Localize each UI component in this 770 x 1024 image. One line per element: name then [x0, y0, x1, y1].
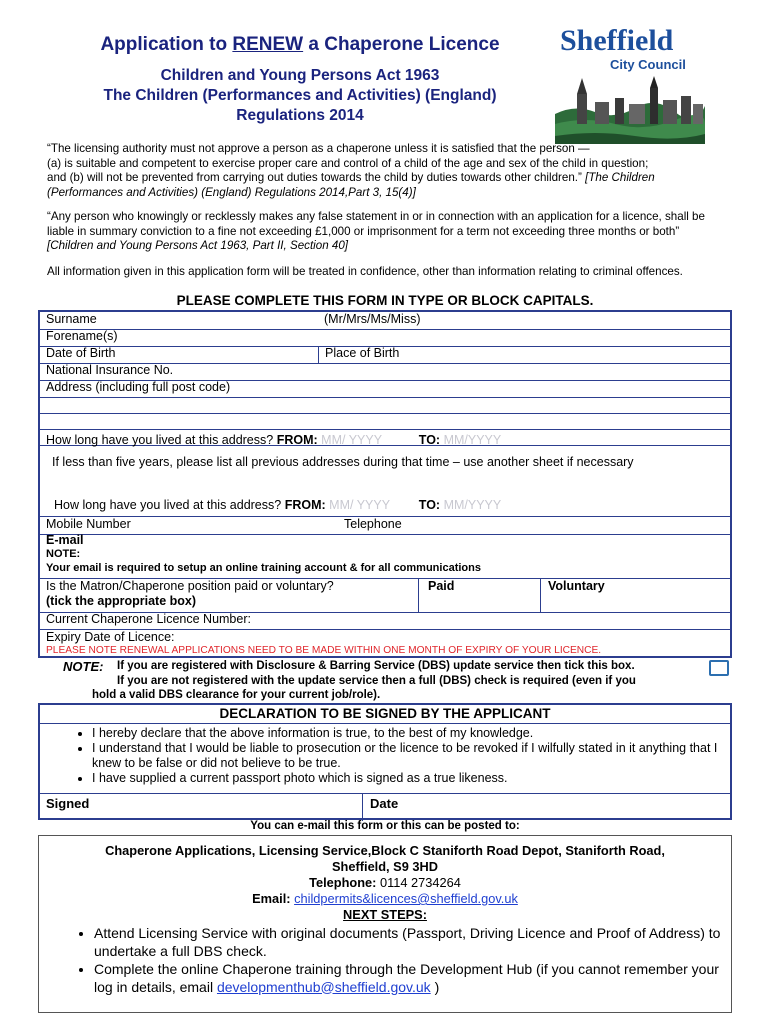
email-note: Your email is required to setup an online training account & for all communications [46, 562, 481, 574]
forenames-row[interactable] [40, 329, 730, 347]
paid-voluntary-row [40, 578, 730, 613]
address-label-row[interactable] [40, 380, 730, 398]
to-date-field-2[interactable]: MM/YYYY [443, 498, 502, 512]
declaration-item-2: • I understand that I would be liable to prosecution or the licence to be revoked if I wilfully stated in it anything that I knew to be false or did not believe to be true. [92, 741, 730, 771]
declaration-item-1: • I hereby declare that the above information is true, to the best of my knowledge. [92, 726, 730, 741]
from-label-2: FROM: [284, 498, 326, 512]
quote-1-a: (a) is suitable and competent to exercise proper care and control of a child of the age and sex of the child in question; [47, 156, 649, 170]
intro-quote-1 [47, 142, 727, 200]
city-skyline-illustration [555, 74, 705, 144]
surname-row[interactable] [40, 312, 730, 330]
to-label: TO: [418, 433, 441, 447]
email-note-label: NOTE: [46, 548, 81, 560]
address-line-1[interactable] [40, 397, 730, 414]
to-label-2: TO: [418, 498, 441, 512]
contact-address-2: Sheffield, S9 3HD [332, 859, 438, 874]
previous-address-note[interactable] [40, 452, 730, 500]
ni-row[interactable] [40, 363, 730, 381]
from-date-field-2[interactable]: MM/ YYYY [329, 498, 390, 512]
previous-address-instruction: If less than five years, please list all previous addresses during that time – use another sheet if necessary [52, 455, 634, 469]
sheffield-city-council-logo [555, 24, 705, 138]
paid-question-instruction: (tick the appropriate box) [46, 594, 197, 608]
telephone-label: Telephone [344, 517, 402, 531]
dbs-line-1: If you are registered with Disclosure & Barring Service (DBS) update service then tick this box. [117, 660, 635, 672]
forenames-label: Forename(s) [46, 329, 118, 343]
residence-duration-label: How long have you lived at this address? [46, 433, 274, 447]
residence-duration-row-2[interactable] [40, 498, 730, 515]
mobile-label: Mobile Number [46, 517, 131, 531]
act-references [55, 66, 545, 126]
email-row[interactable] [40, 533, 730, 579]
dbs-line-2: If you are not registered with the update service then a full (DBS) check is required (even if you [117, 675, 636, 687]
declaration-statements [40, 726, 730, 786]
surname-label: Surname [46, 312, 97, 326]
contact-box [38, 835, 732, 1013]
quote-1-b: and (b) will not be prevented from carrying out duties towards the child by duties towards other children.” [The Children (Performances and Activities) (England) Regulations 2014,Part 3, 15(4)] [47, 171, 655, 199]
quote-2-reference: [Children and Young Persons Act 1963, Part II, Section 40] [47, 239, 348, 252]
intro-quote-2: “Any person who knowingly or recklessly makes any false statement in or in connection with an application for a licence, shall be liable in summary conviction to a fine not exceeding £1,000 or imprisonment for a term not exceeding three months or both” [Children and Young Persons Act 1963, Part II, Section 40] [47, 210, 705, 252]
paid-question: Is the Matron/Chaperone position paid or voluntary? [46, 579, 334, 593]
renewal-warning: PLEASE NOTE RENEWAL APPLICATIONS NEED TO BE MADE WITHIN ONE MONTH OF EXPIRY OF YOUR LICENCE. [46, 645, 602, 656]
paid-option[interactable]: Paid [428, 579, 455, 593]
development-hub-email-link[interactable]: developmenthub@sheffield.gov.uk [216, 978, 431, 995]
act-line-2: The Children (Performances and Activities) (England) [103, 87, 497, 104]
logo-text-city-council: City Council [610, 57, 686, 72]
expiry-label: Expiry Date of Licence: [46, 630, 175, 644]
title-options: (Mr/Mrs/Ms/Miss) [324, 312, 421, 326]
licence-number-label: Current Chaperone Licence Number: [46, 612, 251, 626]
quote-1-reference: [The Children (Performances and Activities) (England) Regulations 2014,Part 3, 15(4)] [47, 171, 655, 199]
contact-email: Email: childpermits&licences@sheffield.gov.uk [252, 891, 518, 906]
act-line-3: Regulations 2014 [236, 107, 364, 124]
next-step-2: • Complete the online Chaperone training through the Development Hub (if you cannot remember your log in details, email developmenthub@sheffield.gov.uk ) [94, 961, 731, 996]
next-step-1: • Attend Licensing Service with original documents (Passport, Driving Licence and Proof of Address) to undertake a full DBS check. [94, 925, 731, 960]
residence-duration [40, 433, 501, 450]
submission-instruction: You can e-mail this form or this can be posted to: [250, 820, 520, 832]
email-label: E-mail [46, 533, 84, 547]
ni-label: National Insurance No. [46, 363, 174, 377]
address-label: Address (including full post code) [46, 380, 231, 394]
page-title: Application to RENEW a Chaperone Licence [100, 34, 500, 55]
address-line-2[interactable] [40, 413, 730, 430]
dbs-update-checkbox[interactable] [709, 660, 729, 676]
declaration-heading: DECLARATION TO BE SIGNED BY THE APPLICANT [40, 705, 730, 724]
logo-text-sheffield: Sheffield [560, 24, 674, 57]
dbs-line-3: hold a valid DBS clearance for your current job/role). [92, 689, 381, 701]
from-label: FROM: [276, 433, 318, 447]
date-field[interactable]: Date [370, 796, 399, 811]
form-instruction: PLEASE COMPLETE THIS FORM IN TYPE OR BLOCK CAPITALS. [176, 293, 594, 308]
signed-field[interactable]: Signed [46, 796, 90, 811]
act-line-1: Children and Young Persons Act 1963 [160, 67, 440, 84]
licence-number-row[interactable] [40, 612, 730, 630]
quote-1-lead: “The licensing authority must not approve a person as a chaperone unless it is satisfied that the person — [47, 142, 590, 155]
to-date-field[interactable]: MM/YYYY [443, 433, 502, 447]
signature-row [40, 793, 730, 821]
declaration-item-3: • I have supplied a current passport photo which is signed as a true likeness. [92, 771, 730, 786]
expiry-row[interactable] [40, 629, 730, 658]
personal-details-form [38, 310, 732, 658]
pob-label: Place of Birth [325, 346, 400, 360]
voluntary-option[interactable]: Voluntary [548, 579, 605, 593]
contact-address-1: Chaperone Applications, Licensing Service,Block C Staniforth Road Depot, Staniforth Road, [105, 843, 665, 858]
next-steps-heading: NEXT STEPS: [343, 907, 427, 922]
residence-duration-row[interactable] [40, 433, 730, 450]
contact-telephone: Telephone: 0114 2734264 [309, 875, 461, 890]
dob-row[interactable] [40, 346, 730, 364]
residence-duration-2 [48, 498, 501, 515]
dob-label: Date of Birth [46, 346, 116, 360]
contact-email-link[interactable]: childpermits&licences@sheffield.gov.uk [294, 891, 518, 906]
confidentiality-statement: All information given in this application form will be treated in confidence, other than information relating to criminal offences. [47, 265, 683, 278]
from-date-field[interactable]: MM/ YYYY [321, 433, 382, 447]
dbs-note-label: NOTE: [63, 659, 104, 674]
declaration-box [38, 703, 732, 820]
residence-duration-label-2: How long have you lived at this address? [54, 498, 282, 512]
